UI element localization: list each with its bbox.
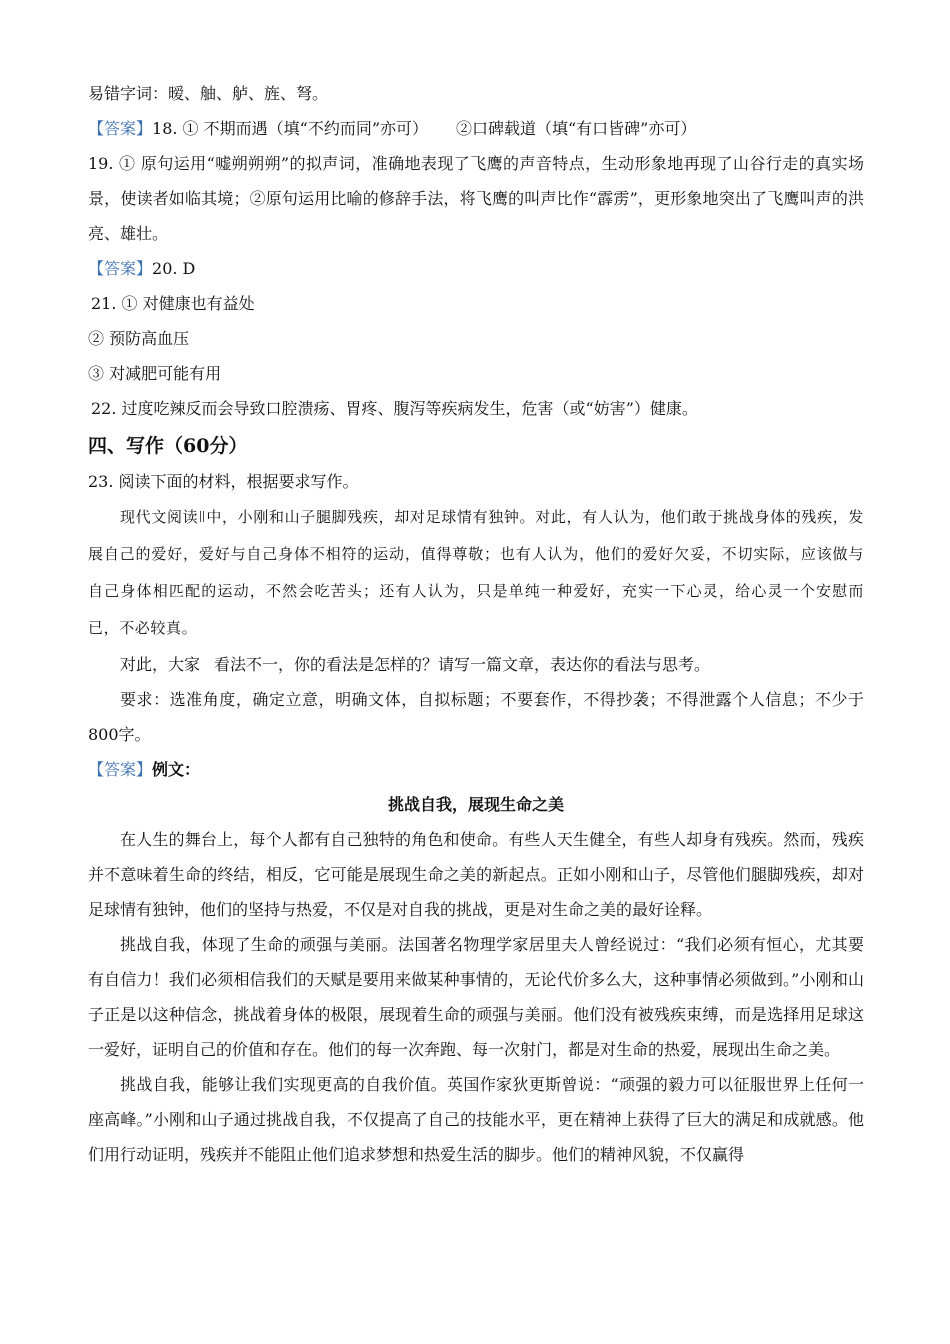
requirement-paragraph: 要求：选准角度，确定立意，明确文体，自拟标题；不要套作，不得抄袭；不得泄露个人信息；不少于800字。 xyxy=(88,690,864,744)
answer-tag: 【答案】 xyxy=(88,259,153,278)
answer-19: 19. ① 原句运用“嘘朔朔朔”的拟声词，准确地表现了飞鹰的声音特点，生动形象地再现了山谷行走的真实场景，使读者如临其境；②原句运用比喻的修辞手法，将飞鹰的叫声比作“霹雳”，更形象地突出了飞鹰叫声的洪亮、雄壮。 xyxy=(88,154,864,243)
prompt-part-b: 看法不一，你的看法是怎样的？请写一篇文章，表达你的看法与思考。 xyxy=(214,655,711,674)
material-paragraph: 现代文阅读Ⅱ中，小刚和山子腿脚残疾，却对足球情有独钟。对此，有人认为，他们敢于挑战身体的残疾，发展自己的爱好，爱好与自己身体不相符的运动，值得尊敬；也有人认为，他们的爱好欠妥，不切实际，应该做与自己身体相匹配的运动，不然会吃苦头；还有人认为，只是单纯一种爱好，充实一下心灵，给心灵一个安慰而已，不必较真。 xyxy=(88,508,864,637)
answer-21-1: 21. ① 对健康也有益处 xyxy=(91,294,255,313)
essay-paragraph-2: 挑战自我，体现了生命的顽强与美丽。法国著名物理学家居里夫人曾经说过：“我们必须有恒心，尤其要有自信力！我们必须相信我们的天赋是要用来做某种事情的，无论代价多么大，这种事情必须做到。”小刚和山子正是以这种信念，挑战着身体的极限，展现着生命的顽强与美丽。他们没有被残疾束缚，而是选择用足球这一爱好，证明自己的价值和存在。他们的每一次奔跑、每一次射门，都是对生命的热爱，展现出生命之美。 xyxy=(88,935,864,1059)
essay-title: 挑战自我，展现生命之美 xyxy=(387,795,564,814)
answer-21-2: ② 预防高血压 xyxy=(88,329,190,348)
answer-tag: 【答案】 xyxy=(88,760,153,779)
answer-18 xyxy=(88,111,864,146)
question-23: 23. 阅读下面的材料，根据要求写作。 xyxy=(88,472,359,491)
answer-20-text: 20. D xyxy=(152,259,196,278)
prompt-line xyxy=(88,647,864,682)
essay-paragraph-3: 挑战自我，能够让我们实现更高的自我价值。英国作家狄更斯曾说：“顽强的毅力可以征服世界上任何一座高峰。”小刚和山子通过挑战自我，不仅提高了自己的技能水平，更在精神上获得了巨大的满足和成就感。他们用行动证明，残疾并不能阻止他们追求梦想和热爱生活的脚步。他们的精神风貌，不仅赢得 xyxy=(88,1075,864,1164)
answer-18-part2: ②口碑载道（填“有口皆碑”亦可） xyxy=(456,119,697,138)
example-answer-label xyxy=(88,752,864,787)
section-heading-writing: 四、写作（60分） xyxy=(88,435,248,457)
essay-paragraph-1: 在人生的舞台上，每个人都有自己独特的角色和使命。有些人天生健全，有些人却身有残疾。然而，残疾并不意味着生命的终结，相反，它可能是展现生命之美的新起点。正如小刚和山子，尽管他们腿脚残疾，却对足球情有独钟，他们的坚持与热爱，不仅是对自我的挑战，更是对生命之美的最好诠释。 xyxy=(88,830,864,919)
answer-18-part1: 18. ① 不期而遇（填“不约而同”亦可） xyxy=(152,119,428,138)
example-label: 例文： xyxy=(152,760,201,779)
answer-22: 22. 过度吃辣反而会导致口腔溃疡、胃疼、腹泻等疾病发生，危害（或“妨害”）健康。 xyxy=(91,399,698,418)
answer-tag: 【答案】 xyxy=(88,119,153,138)
answer-20 xyxy=(88,251,864,286)
answer-21-3: ③ 对减肥可能有用 xyxy=(88,364,222,383)
document-page xyxy=(88,76,864,1172)
prompt-part-a: 对此，大家 xyxy=(120,655,201,674)
typo-words-line: 易错字词：暧、舳、舻、旌、弩。 xyxy=(88,84,329,103)
